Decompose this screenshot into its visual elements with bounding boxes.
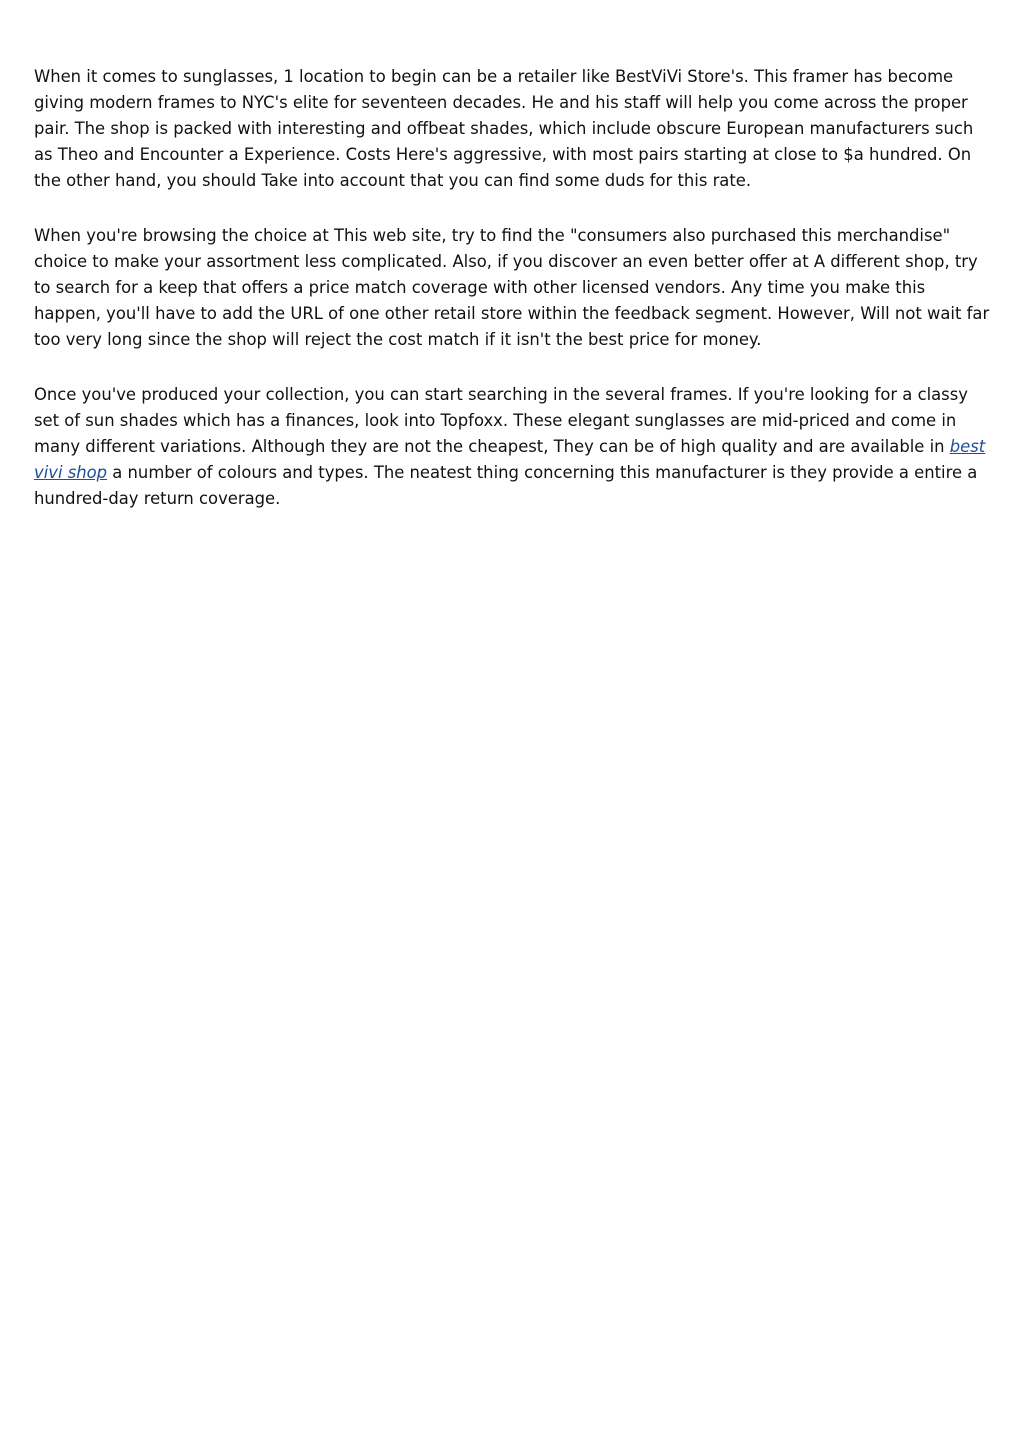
paragraph-3-text-after: a number of colours and types. The neatest thing concerning this manufacturer is they provide a entire a hundred-day return coverage. <box>34 463 978 508</box>
document-body <box>34 64 992 541</box>
paragraph-3 <box>34 382 992 512</box>
best-vivi-shop-link[interactable]: best vivi shop <box>34 437 986 482</box>
paragraph-3-text-before: Once you've produced your collection, you can start searching in the several frames. If you're looking for a classy set of sun shades which has a finances, look into Topfoxx. These elegant sunglasses are mid-priced and come in many different variations. Although they are not the cheapest, They can be of high quality and are available in <box>34 385 968 456</box>
paragraph-2: When you're browsing the choice at This web site, try to find the "consumers also purchased this merchandise" choice to make your assortment less complicated. Also, if you discover an even better offer at A different shop, try to search for a keep that offers a price match coverage with other licensed vendors. Any time you make this happen, you'll have to add the URL of one other retail store within the feedback segment. However, Will not wait far too very long since the shop will reject the cost match if it isn't the best price for money. <box>34 226 990 349</box>
paragraph-1: When it comes to sunglasses, 1 location to begin can be a retailer like BestViVi Store's. This framer has become giving modern frames to NYC's elite for seventeen decades. He and his staff will help you come across the proper pair. The shop is packed with interesting and offbeat shades, which include obscure European manufacturers such as Theo and Encounter a Experience. Costs Here's aggressive, with most pairs starting at close to $a hundred. On the other hand, you should Take into account that you can find some duds for this rate. <box>34 67 974 190</box>
